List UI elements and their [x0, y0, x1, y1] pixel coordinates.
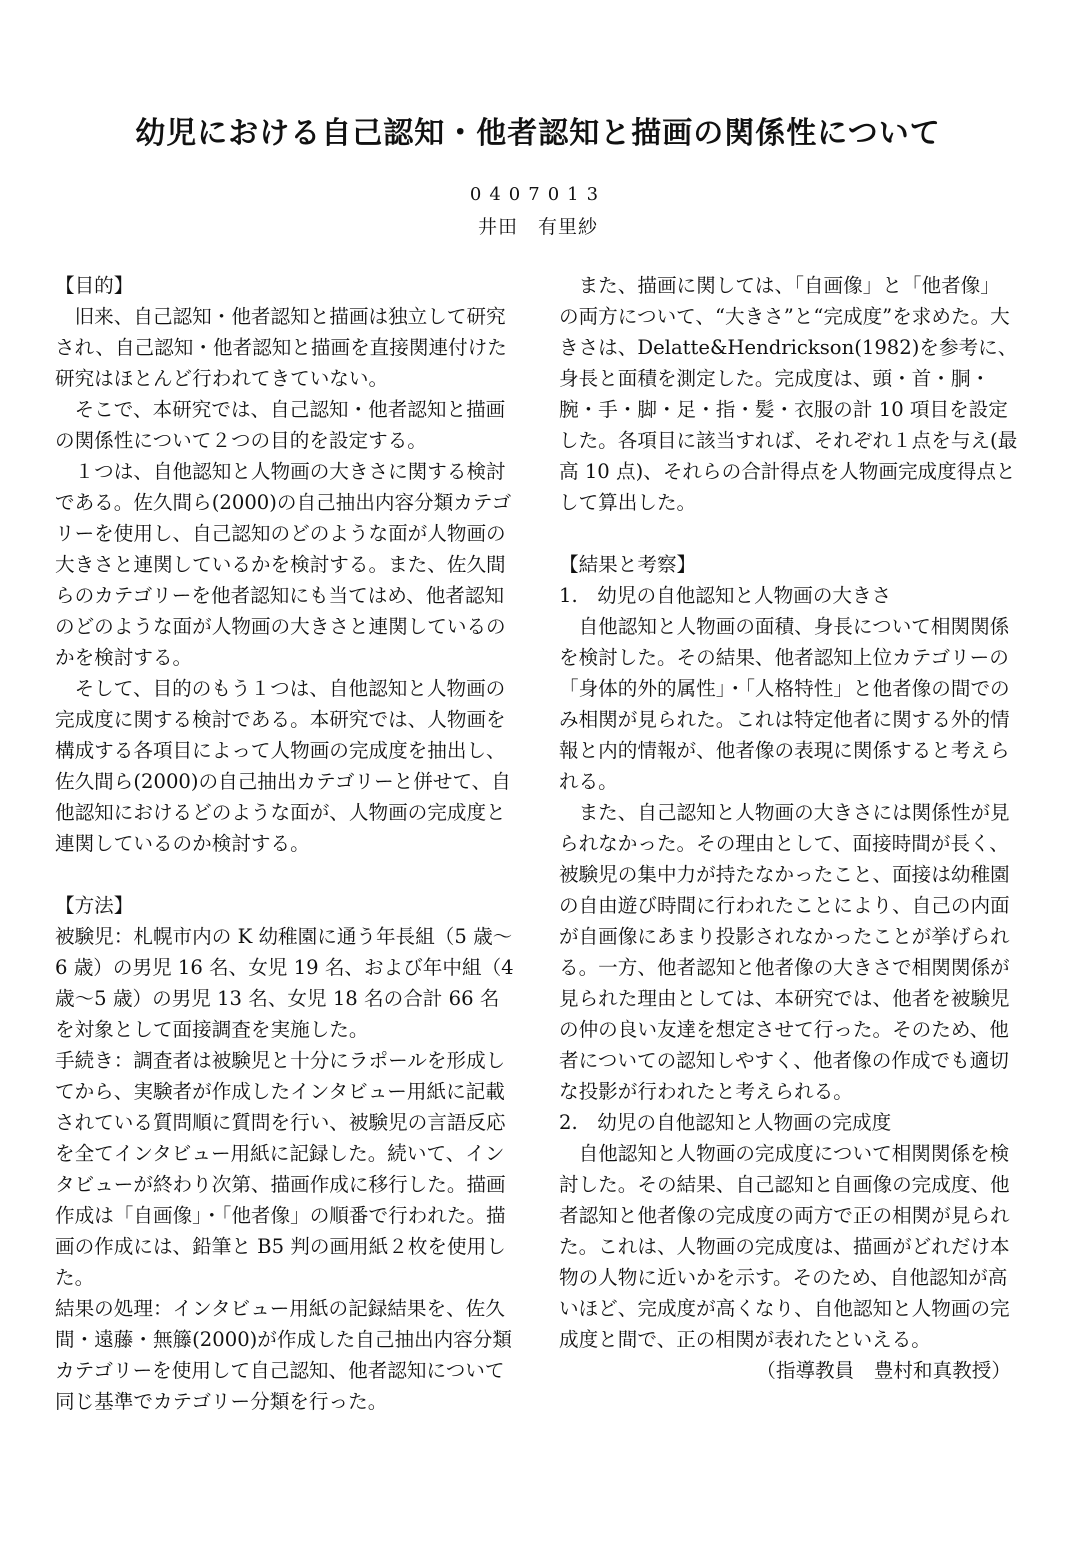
author-name: 井田 有里紗	[477, 216, 598, 238]
purpose-paragraph-3: １つは、自他認知と人物画の大きさに関する検討である。佐久間ら(2000)の自己抽出内容分類カテゴリーを使用し、自己認知のどのような面が人物画の大きさと連関しているかを検討する。また、佐久間らのカテゴリーを他者認知にも当てはめ、他者認知のどのような面が人物画の大きさと連関しているのかを検討する。	[55, 460, 512, 669]
section1-paragraph-1: 自他認知と人物画の面積、身長について相関関係を検討した。その結果、他者認知上位カテゴリーの「身体的外的属性」・「人格特性」と他者像の間でのみ相関が見られた。これは特定他者に関する外的情報と内的情報が、他者像の表現に関係すると考えられる。	[559, 615, 1010, 793]
method-analysis: 結果の処理：インタビュー用紙の記録結果を、佐久間・遠藤・無籐(2000)が作成した自己抽出内容分類カテゴリーを使用して自己認知、他者認知について同じ基準でカテゴリー分類を行った。	[55, 1297, 513, 1413]
results-heading: 【結果と考察】	[559, 553, 697, 576]
student-id: 0407013	[469, 184, 607, 205]
purpose-heading: 【目的】	[55, 274, 134, 297]
purpose-paragraph-1: 旧来、自己認知・他者認知と描画は独立して研究され、自己認知・他者認知と描画を直接関連付けた研究はほとんど行われてきていない。	[55, 305, 507, 390]
left-column	[55, 270, 515, 1417]
section1-paragraph-2: また、自己認知と人物画の大きさには関係性が見られなかった。その理由として、面接時間が長く、被験児の集中力が持たなかったこと、面接は幼稚園の自由遊び時間に行われたことにより、自己の内面が自画像にあまり投影されなかったことが挙げられる。一方、他者認知と他者像の大きさで相関関係が見られた理由としては、本研究では、他者を被験児の仲の良い友達を想定させて行った。そのため、他者についての認知しやすく、他者像の作成でも適切な投影が行われたと考えられる。	[559, 801, 1010, 1103]
supervisor-credit: （指導教員 豊村和真教授）	[756, 1359, 1011, 1382]
method-procedure: 手続き：調査者は被験児と十分にラポールを形成してから、実験者が作成したインタビュー用紙に記載されている質問順に質問を行い、被験児の言語反応を全てインタビュー用紙に記録した。続いて、インタビューが終わり次第、描画作成に移行した。描画作成は「自画像」・「他者像」の順番で行われた。描画の作成には、鉛筆と B5 判の画用紙２枚を使用した。	[55, 1049, 506, 1289]
right-column	[559, 270, 1019, 1386]
method-continued-paragraph: また、描画に関しては、「自画像」と「他者像」の両方について、“大きさ”と“完成度”を求めた。大きさは、Delatte&Hendrickson(1982)を参考に、身長と面積を測定した。完成度は、頭・首・胴・腕・手・脚・足・指・髪・衣服の計 10 項目を設定した。各項目に該当すれば、それぞれ１点を与え(最高 10 点)、それらの合計得点を人物画完成度得点として算出した。	[559, 274, 1018, 514]
section-gap	[559, 518, 1019, 549]
section2-paragraph-1: 自他認知と人物画の完成度について相関関係を検討した。その結果、自己認知と自画像の完成度、他者認知と他者像の完成度の両方で正の相関が見られた。これは、人物画の完成度は、描画がどれだけ本物の人物に近いかを示す。そのため、自他認知が高いほど、完成度が高くなり、自他認知と人物画の完成度と間で、正の相関が表れたといえる。	[559, 1142, 1010, 1351]
method-heading: 【方法】	[55, 894, 134, 917]
section2-title: 2. 幼児の自他認知と人物画の完成度	[559, 1111, 892, 1134]
section1-title: 1. 幼児の自他認知と人物画の大きさ	[559, 584, 892, 607]
paper-title: 幼児における自己認知・他者認知と描画の関係性について	[135, 116, 941, 151]
method-subjects: 被験児：札幌市内の K 幼稚園に通う年長組（5 歳～6 歳）の男児 16 名、女児 19 名、および年中組（4 歳～5 歳）の男児 13 名、女児 18 名の合計 66 名を対象として面接調査を実施した。	[55, 925, 514, 1041]
purpose-paragraph-2: そこで、本研究では、自己認知・他者認知と描画の関係性について２つの目的を設定する。	[55, 398, 506, 452]
section-gap	[55, 859, 515, 890]
purpose-paragraph-4: そして、目的のもう１つは、自他認知と人物画の完成度に関する検討である。本研究では、人物画を構成する各項目によって人物画の完成度を抽出し、佐久間ら(2000)の自己抽出カテゴリーと併せて、自他認知におけるどのような面が、人物画の完成度と連関しているのか検討する。	[55, 677, 511, 855]
